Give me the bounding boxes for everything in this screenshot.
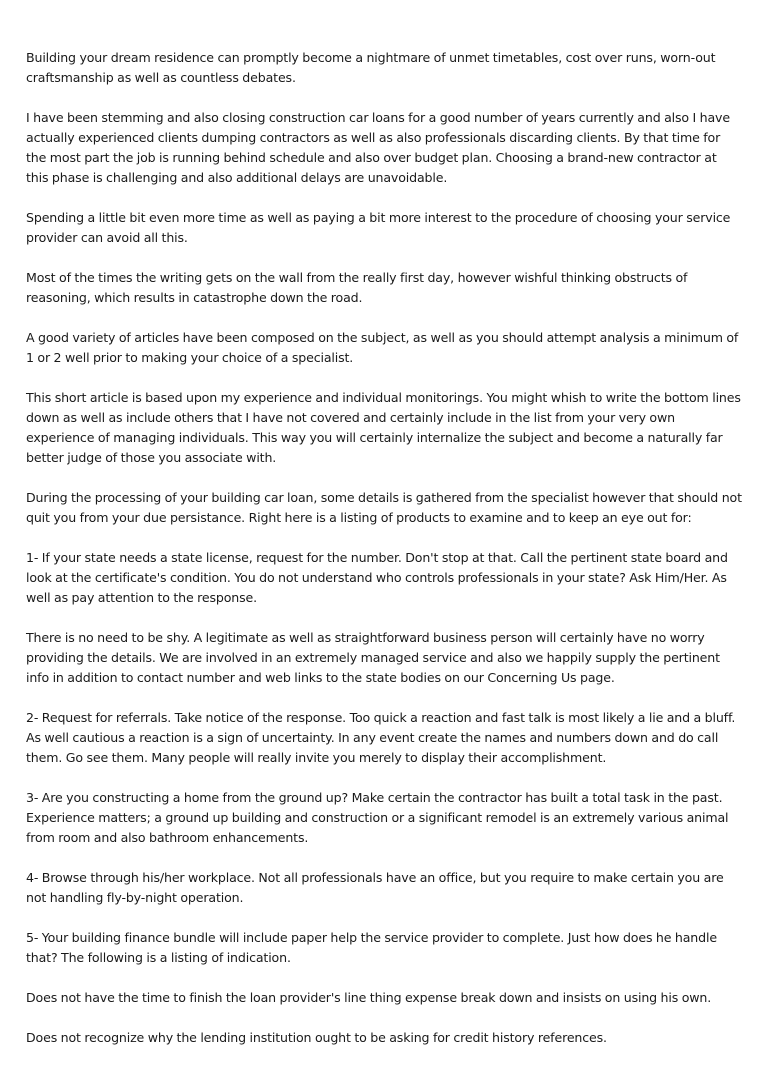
paragraph-item-1-license: 1- If your state needs a state license, request for the number. Don't stop at that. Call the pertinent state board and look at the certificate's condition. You do not understand who controls professionals in your state? Ask Him/Her. As well as pay attention to the response. bbox=[26, 550, 728, 605]
paragraph-articles: A good variety of articles have been composed on the subject, as well as you should attempt analysis a minimum of 1 or 2 well prior to making your choice of a specialist. bbox=[26, 330, 739, 365]
paragraph-item-5-finance: 5- Your building finance bundle will include paper help the service provider to complete. Just how does he handle that? The following is a listing of indication. bbox=[26, 930, 717, 965]
paragraph-writing-on-wall: Most of the times the writing gets on the wall from the really first day, however wishful thinking obstructs of reasoning, which results in catastrophe down the road. bbox=[26, 270, 688, 305]
paragraph-item-2-referrals: 2- Request for referrals. Take notice of the response. Too quick a reaction and fast talk is most likely a lie and a bluff. As well cautious a reaction is a sign of uncertainty. In any event create the names and numbers down and do call them. Go see them. Many people will really invite you merely to display their accomplishment. bbox=[26, 710, 736, 765]
paragraph-spending-time: Spending a little bit even more time as well as paying a bit more interest to the procedure of choosing your service provider can avoid all this. bbox=[26, 210, 731, 245]
paragraph-intro: Building your dream residence can promptly become a nightmare of unmet timetables, cost over runs, worn-out craftsmanship as well as countless debates. bbox=[26, 50, 716, 85]
paragraph-indication-1: Does not have the time to finish the loan provider's line thing expense break down and insists on using his own. bbox=[26, 990, 712, 1005]
paragraph-item-3-ground-up: 3- Are you constructing a home from the ground up? Make certain the contractor has built a total task in the past. Experience matters; a ground up building and construction or a significant remodel is an extremely various animal from room and also bathroom enhancements. bbox=[26, 790, 729, 845]
paragraph-short-article: This short article is based upon my experience and individual monitorings. You might whish to write the bottom lines down as well as include others that I have not covered and certainly include in the list from your very own experience of managing individuals. This way you will certainly internalize the subject and become a naturally far better judge of those you associate with. bbox=[26, 390, 741, 465]
document-body bbox=[26, 48, 742, 1068]
paragraph-indication-2: Does not recognize why the lending institution ought to be asking for credit history references. bbox=[26, 1030, 607, 1045]
paragraph-no-need-shy: There is no need to be shy. A legitimate as well as straightforward business person will certainly have no worry providing the details. We are involved in an extremely managed service and also we happily supply the pertinent info in addition to contact number and web links to the state bodies on our Concerning Us page. bbox=[26, 630, 720, 685]
paragraph-item-4-workplace: 4- Browse through his/her workplace. Not all professionals have an office, but you require to make certain you are not handling fly-by-night operation. bbox=[26, 870, 724, 905]
paragraph-processing: During the processing of your building car loan, some details is gathered from the specialist however that should not quit you from your due persistance. Right here is a listing of products to examine and to keep an eye out for: bbox=[26, 490, 742, 525]
paragraph-experience: I have been stemming and also closing construction car loans for a good number of years currently and also I have actually experienced clients dumping contractors as well as also professionals discarding clients. By that time for the most part the job is running behind schedule and also over budget plan. Choosing a brand-new contractor at this phase is challenging and also additional delays are unavoidable. bbox=[26, 110, 730, 185]
